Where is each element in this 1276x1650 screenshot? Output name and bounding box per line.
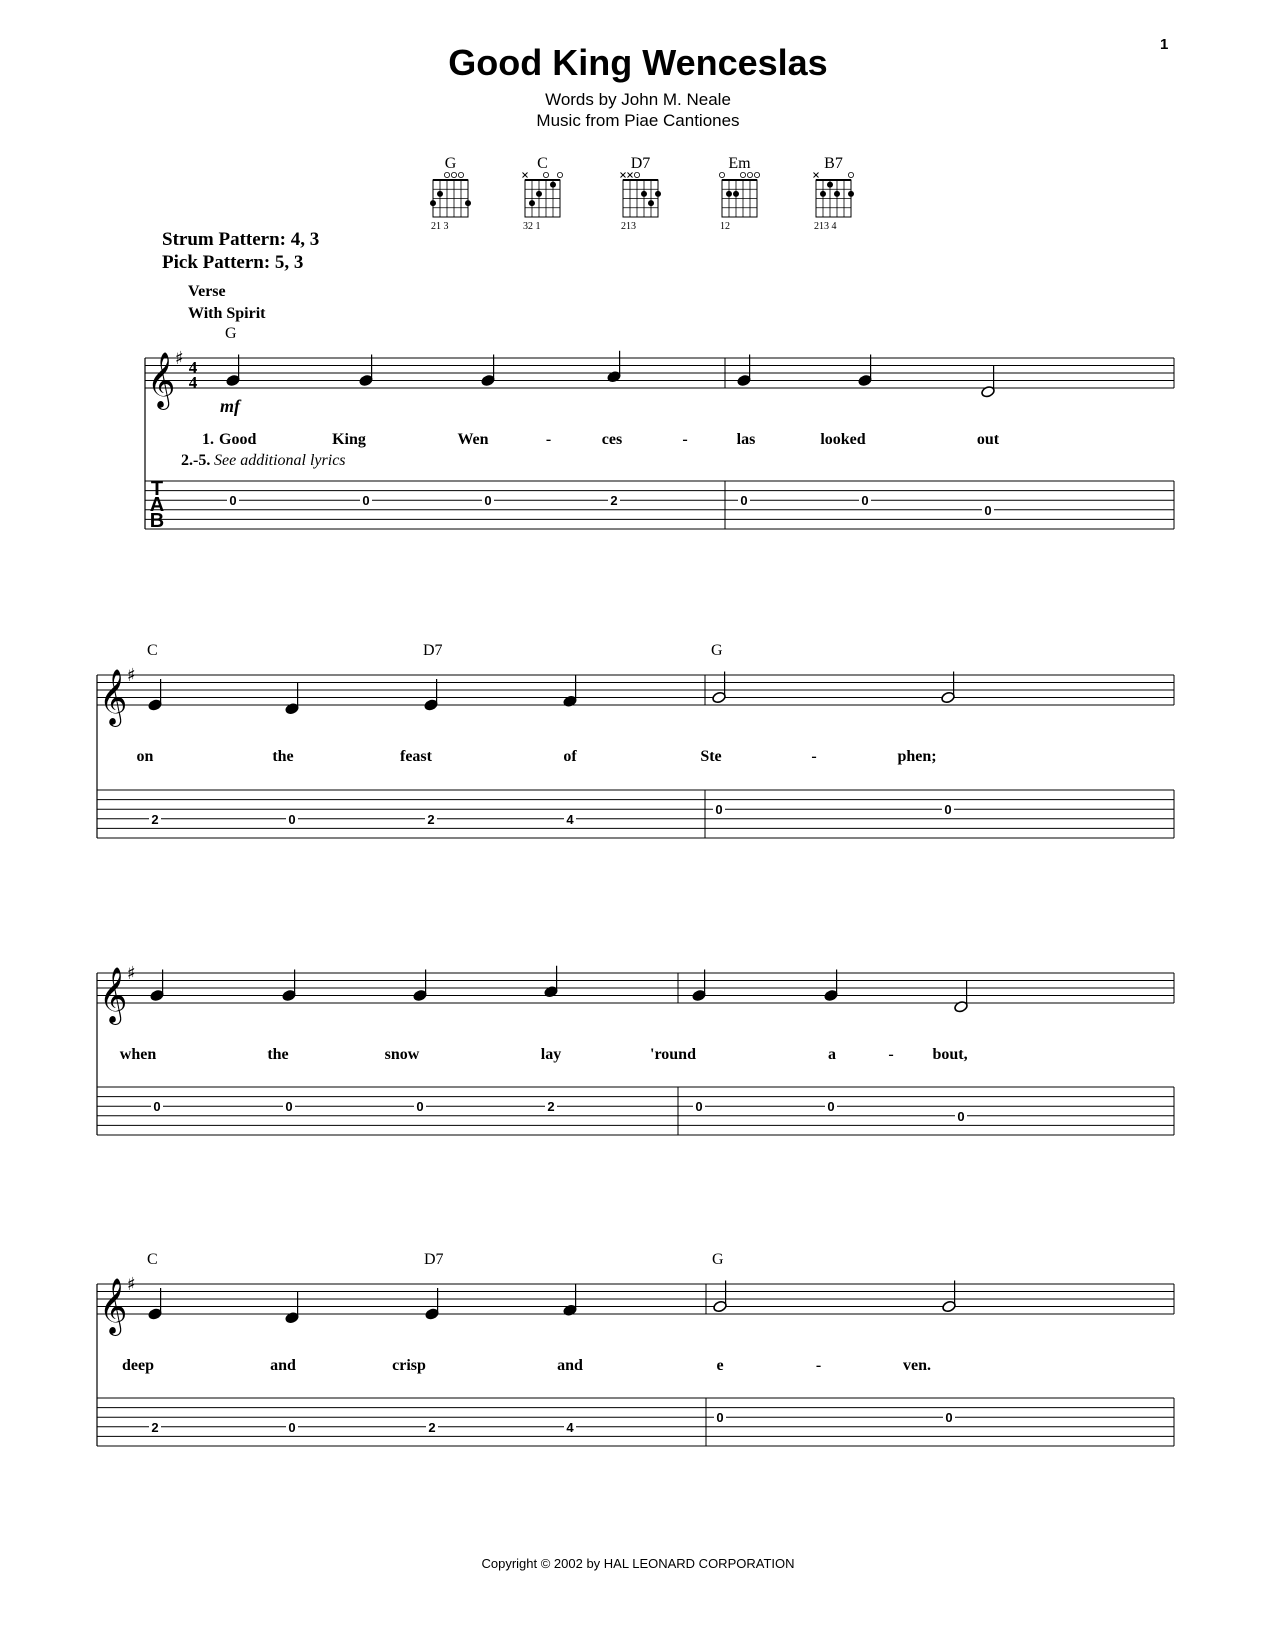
lyric-hyphen: - bbox=[888, 1046, 894, 1063]
lyric-syllable: phen; bbox=[897, 748, 937, 765]
tab-clef-letter: T bbox=[150, 478, 164, 500]
time-signature-top: 4 bbox=[188, 358, 198, 377]
section-label: Verse bbox=[188, 283, 226, 300]
chord-symbol: G bbox=[711, 642, 723, 659]
tab-fret-number: 2 bbox=[610, 493, 618, 509]
lyric-syllable: Good bbox=[219, 431, 257, 448]
treble-clef-icon: 𝄞 bbox=[99, 1278, 128, 1334]
open-string-mark bbox=[740, 172, 745, 177]
lyric-syllable: Ste bbox=[700, 748, 722, 765]
tab-fret-number: 0 bbox=[288, 1419, 296, 1435]
tab-fret-number: 2 bbox=[547, 1099, 555, 1115]
treble-clef-icon: 𝄞 bbox=[147, 352, 176, 408]
lyric-syllable: Wen bbox=[457, 431, 489, 448]
open-string-mark bbox=[444, 172, 449, 177]
finger-dot bbox=[827, 182, 833, 188]
lyric-syllable: on bbox=[136, 748, 154, 765]
chord-fingering: 213 4 bbox=[814, 221, 837, 232]
chord-diagram-name: D7 bbox=[630, 155, 651, 172]
lyric-syllable: out bbox=[976, 431, 1000, 448]
dynamic-marking: mf bbox=[220, 396, 240, 416]
chord-symbol: D7 bbox=[423, 642, 443, 659]
tempo-marking: With Spirit bbox=[188, 305, 266, 322]
finger-dot bbox=[430, 200, 436, 206]
lyric-syllable: and bbox=[270, 1357, 296, 1374]
tab-fret-number: 0 bbox=[957, 1108, 965, 1124]
tab-fret-number: 0 bbox=[944, 802, 952, 818]
chord-diagram-name: Em bbox=[728, 155, 751, 172]
lyric-hyphen: - bbox=[811, 748, 817, 765]
chord-fingering: 213 bbox=[621, 221, 636, 232]
copyright: Copyright © 2002 by HAL LEONARD CORPORATION bbox=[481, 1556, 795, 1571]
tab-fret-number: 0 bbox=[861, 493, 869, 509]
tab-fret-number: 0 bbox=[362, 493, 370, 509]
open-string-mark bbox=[747, 172, 752, 177]
lyric-syllable: the bbox=[272, 748, 294, 765]
tab-fret-number: 4 bbox=[566, 811, 574, 827]
song-title: Good King Wenceslas bbox=[448, 42, 828, 83]
lyric-hyphen: - bbox=[545, 431, 552, 448]
key-signature-sharp-icon: ♯ bbox=[175, 348, 184, 369]
chord-symbol: G bbox=[225, 325, 237, 342]
finger-dot bbox=[529, 200, 535, 206]
open-string-mark bbox=[719, 172, 724, 177]
lyric-syllable: of bbox=[563, 748, 577, 765]
key-signature-sharp-icon: ♯ bbox=[127, 665, 136, 686]
finger-dot bbox=[848, 191, 854, 197]
tab-fret-number: 0 bbox=[695, 1099, 703, 1115]
tab-clef-letter: B bbox=[149, 510, 165, 532]
lyric-syllable: crisp bbox=[392, 1357, 426, 1374]
tab-fret-number: 0 bbox=[715, 802, 723, 818]
tab-fret-number: 0 bbox=[716, 1410, 724, 1426]
tab-fret-number: 0 bbox=[827, 1099, 835, 1115]
key-signature-sharp-icon: ♯ bbox=[127, 1274, 136, 1295]
finger-dot bbox=[465, 200, 471, 206]
tab-fret-number: 0 bbox=[416, 1099, 424, 1115]
open-string-mark bbox=[634, 172, 639, 177]
lyric-syllable: a bbox=[828, 1046, 836, 1063]
finger-dot bbox=[437, 191, 443, 197]
lyric-syllable: las bbox=[736, 431, 756, 448]
open-string-mark bbox=[557, 172, 562, 177]
lyric-syllable: e bbox=[716, 1357, 724, 1374]
chord-fingering: 32 1 bbox=[523, 221, 541, 232]
finger-dot bbox=[641, 191, 647, 197]
tab-fret-number: 0 bbox=[740, 493, 748, 509]
lyric-syllable: ces bbox=[601, 431, 623, 448]
tab-fret-number: 2 bbox=[428, 1419, 436, 1435]
open-string-mark bbox=[543, 172, 548, 177]
words-credit: Words by John M. Neale bbox=[545, 90, 731, 109]
tab-fret-number: 0 bbox=[153, 1099, 161, 1115]
lyric-syllable: feast bbox=[400, 748, 432, 765]
lyric-syllable: the bbox=[267, 1046, 289, 1063]
lyric-syllable: snow bbox=[384, 1046, 420, 1063]
lyric-syllable: King bbox=[332, 431, 366, 448]
lyric-syllable: looked bbox=[820, 431, 866, 448]
lyric-syllable: when bbox=[119, 1046, 157, 1063]
tab-fret-number: 0 bbox=[984, 502, 992, 518]
finger-dot bbox=[834, 191, 840, 197]
tab-fret-number: 2 bbox=[151, 1419, 159, 1435]
chord-diagram-name: B7 bbox=[824, 155, 843, 172]
tab-fret-number: 0 bbox=[288, 811, 296, 827]
chord-symbol: C bbox=[147, 642, 158, 659]
tab-fret-number: 0 bbox=[285, 1099, 293, 1115]
chord-symbol: G bbox=[712, 1251, 724, 1268]
lyric-syllable: deep bbox=[122, 1357, 154, 1374]
strum-pattern: Strum Pattern: 4, 3 bbox=[162, 229, 320, 250]
finger-dot bbox=[726, 191, 732, 197]
finger-dot bbox=[733, 191, 739, 197]
chord-diagram-name: G bbox=[444, 155, 457, 172]
lyric-syllable: lay bbox=[540, 1046, 562, 1063]
finger-dot bbox=[655, 191, 661, 197]
page-number: 1 bbox=[1160, 36, 1169, 53]
treble-clef-icon: 𝄞 bbox=[99, 967, 128, 1023]
treble-clef-icon: 𝄞 bbox=[99, 669, 128, 725]
tab-fret-number: 2 bbox=[427, 811, 435, 827]
verse-range-number: 2.-5. bbox=[181, 452, 211, 469]
tab-fret-number: 0 bbox=[484, 493, 492, 509]
open-string-mark bbox=[451, 172, 456, 177]
finger-dot bbox=[820, 191, 826, 197]
tab-clef-letter: A bbox=[149, 494, 165, 516]
lyric-hyphen: - bbox=[815, 1357, 822, 1374]
tab-fret-number: 4 bbox=[566, 1419, 574, 1435]
lyric-syllable: 'round bbox=[650, 1046, 696, 1063]
key-signature-sharp-icon: ♯ bbox=[127, 963, 136, 984]
chord-symbol: D7 bbox=[424, 1251, 444, 1268]
finger-dot bbox=[550, 182, 556, 188]
chord-fingering: 12 bbox=[720, 221, 730, 232]
verse-number: 1. bbox=[202, 431, 214, 448]
lyric-syllable: ven. bbox=[903, 1357, 931, 1374]
chord-fingering: 21 3 bbox=[431, 221, 449, 232]
pick-pattern: Pick Pattern: 5, 3 bbox=[162, 252, 304, 273]
lyric-syllable: bout, bbox=[932, 1046, 968, 1063]
finger-dot bbox=[648, 200, 654, 206]
open-string-mark bbox=[458, 172, 463, 177]
tab-fret-number: 0 bbox=[229, 493, 237, 509]
lyric-hyphen: - bbox=[682, 431, 688, 448]
chord-diagram-name: C bbox=[537, 155, 548, 172]
time-signature-bottom: 4 bbox=[188, 373, 198, 392]
finger-dot bbox=[536, 191, 542, 197]
music-credit: Music from Piae Cantiones bbox=[536, 111, 740, 130]
open-string-mark bbox=[848, 172, 853, 177]
open-string-mark bbox=[754, 172, 759, 177]
chord-symbol: C bbox=[147, 1251, 158, 1268]
tab-fret-number: 0 bbox=[945, 1410, 953, 1426]
tab-fret-number: 2 bbox=[151, 811, 159, 827]
lyric-syllable: and bbox=[557, 1357, 583, 1374]
additional-lyrics-note: See additional lyrics bbox=[214, 452, 346, 469]
